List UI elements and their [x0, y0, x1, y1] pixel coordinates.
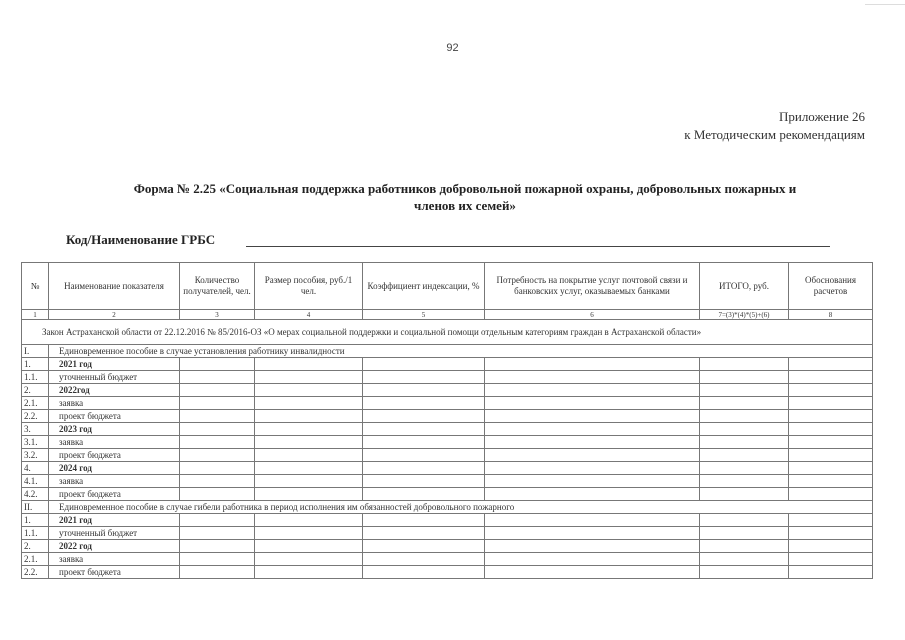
empty-cell: [700, 436, 789, 449]
empty-cell: [363, 553, 485, 566]
empty-cell: [485, 358, 700, 371]
empty-cell: [789, 410, 873, 423]
empty-cell: [485, 527, 700, 540]
row-number: 1.: [22, 514, 49, 527]
row-number: 2.: [22, 540, 49, 553]
empty-cell: [255, 475, 363, 488]
table-row: [22, 540, 873, 553]
empty-cell: [485, 384, 700, 397]
row-label: 2023 год: [49, 423, 180, 436]
empty-cell: [363, 540, 485, 553]
law-text: Закон Астраханской области от 22.12.2016 № 85/2016-ОЗ «О мерах социальной поддержки и социальной помощи отдельным категориям граждан в Астраханской области»: [22, 320, 873, 345]
page-number: 92: [446, 42, 459, 54]
row-label: уточненный бюджет: [49, 371, 180, 384]
empty-cell: [485, 553, 700, 566]
empty-cell: [363, 475, 485, 488]
row-number: 1.1.: [22, 527, 49, 540]
header-total: ИТОГО, руб.: [700, 263, 789, 310]
empty-cell: [363, 397, 485, 410]
empty-cell: [363, 358, 485, 371]
empty-cell: [700, 527, 789, 540]
empty-cell: [789, 540, 873, 553]
table-row: [22, 423, 873, 436]
empty-cell: [180, 410, 255, 423]
empty-cell: [700, 462, 789, 475]
empty-cell: [700, 488, 789, 501]
empty-cell: [363, 527, 485, 540]
empty-cell: [700, 566, 789, 579]
row-number: 2.1.: [22, 553, 49, 566]
empty-cell: [700, 553, 789, 566]
empty-cell: [700, 384, 789, 397]
column-number: 7=(3)*(4)*(5)+(6): [700, 310, 789, 320]
column-number-row: [22, 310, 873, 320]
empty-cell: [789, 449, 873, 462]
empty-cell: [180, 553, 255, 566]
table-row: [22, 566, 873, 579]
empty-cell: [789, 553, 873, 566]
empty-cell: [180, 540, 255, 553]
empty-cell: [485, 514, 700, 527]
table-row: [22, 462, 873, 475]
row-number: 4.: [22, 462, 49, 475]
empty-cell: [789, 423, 873, 436]
empty-cell: [485, 423, 700, 436]
empty-cell: [700, 423, 789, 436]
row-label: проект бюджета: [49, 449, 180, 462]
empty-cell: [180, 475, 255, 488]
row-number: 3.: [22, 423, 49, 436]
row-number: 3.1.: [22, 436, 49, 449]
row-label: 2021 год: [49, 358, 180, 371]
empty-cell: [789, 358, 873, 371]
empty-cell: [363, 514, 485, 527]
empty-cell: [789, 436, 873, 449]
empty-cell: [485, 410, 700, 423]
header-num: №: [22, 263, 49, 310]
column-number: 3: [180, 310, 255, 320]
table-row: [22, 384, 873, 397]
form-table: [21, 262, 873, 579]
empty-cell: [363, 371, 485, 384]
header-row: [22, 263, 873, 310]
empty-cell: [255, 540, 363, 553]
row-number: 4.2.: [22, 488, 49, 501]
empty-cell: [363, 436, 485, 449]
row-number: 1.1.: [22, 371, 49, 384]
row-number: 2.1.: [22, 397, 49, 410]
empty-cell: [789, 462, 873, 475]
empty-cell: [363, 423, 485, 436]
header-index-coef: Коэффициент индексации, %: [363, 263, 485, 310]
empty-cell: [255, 423, 363, 436]
empty-cell: [180, 462, 255, 475]
empty-cell: [700, 371, 789, 384]
appendix-line-1: Приложение 26: [778, 109, 865, 124]
empty-cell: [700, 410, 789, 423]
empty-cell: [255, 358, 363, 371]
empty-cell: [180, 566, 255, 579]
table-row: [22, 436, 873, 449]
row-number: 3.2.: [22, 449, 49, 462]
empty-cell: [700, 397, 789, 410]
row-label: проект бюджета: [49, 410, 180, 423]
empty-cell: [255, 436, 363, 449]
empty-cell: [789, 384, 873, 397]
empty-cell: [363, 488, 485, 501]
empty-cell: [789, 397, 873, 410]
table-row: [22, 449, 873, 462]
empty-cell: [789, 566, 873, 579]
row-number: 2.: [22, 384, 49, 397]
column-number: 5: [363, 310, 485, 320]
section-row: [22, 501, 873, 514]
row-label: уточненный бюджет: [49, 527, 180, 540]
empty-cell: [180, 384, 255, 397]
table-row: [22, 397, 873, 410]
empty-cell: [485, 436, 700, 449]
empty-cell: [700, 540, 789, 553]
row-label: заявка: [49, 553, 180, 566]
empty-cell: [180, 423, 255, 436]
empty-cell: [180, 371, 255, 384]
empty-cell: [485, 371, 700, 384]
header-justification: Обоснования расчетов: [789, 263, 873, 310]
empty-cell: [363, 566, 485, 579]
empty-cell: [255, 371, 363, 384]
empty-cell: [255, 410, 363, 423]
row-label: 2022год: [49, 384, 180, 397]
table-row: [22, 553, 873, 566]
empty-cell: [255, 449, 363, 462]
table-row: [22, 514, 873, 527]
empty-cell: [485, 449, 700, 462]
empty-cell: [485, 397, 700, 410]
row-label: заявка: [49, 475, 180, 488]
empty-cell: [485, 462, 700, 475]
empty-cell: [789, 475, 873, 488]
section-title: Единовременное пособие в случае установления работнику инвалидности: [49, 345, 873, 358]
empty-cell: [363, 449, 485, 462]
law-row: [22, 320, 873, 345]
header-recipients: Количество получателей, чел.: [180, 263, 255, 310]
row-number: I.: [22, 345, 49, 358]
appendix-line-2: к Методическим рекомендациям: [684, 127, 865, 142]
header-benefit-size: Размер пособия, руб./1 чел.: [255, 263, 363, 310]
row-number: 2.2.: [22, 566, 49, 579]
column-number: 2: [49, 310, 180, 320]
header-services-need: Потребность на покрытие услуг почтовой связи и банковских услуг, оказываемых банками: [485, 263, 700, 310]
empty-cell: [180, 488, 255, 501]
grbs-label: Код/Наименование ГРБС: [66, 232, 216, 247]
empty-cell: [789, 514, 873, 527]
table-row: [22, 488, 873, 501]
row-label: проект бюджета: [49, 488, 180, 501]
empty-cell: [363, 462, 485, 475]
empty-cell: [485, 488, 700, 501]
table-row: [22, 475, 873, 488]
row-number: II.: [22, 501, 49, 514]
column-number: 4: [255, 310, 363, 320]
empty-cell: [255, 527, 363, 540]
column-number: 6: [485, 310, 700, 320]
column-number: 1: [22, 310, 49, 320]
empty-cell: [180, 527, 255, 540]
header-indicator: Наименование показателя: [49, 263, 180, 310]
empty-cell: [255, 397, 363, 410]
empty-cell: [789, 371, 873, 384]
empty-cell: [255, 514, 363, 527]
row-number: 2.2.: [22, 410, 49, 423]
column-number: 8: [789, 310, 873, 320]
row-label: 2024 год: [49, 462, 180, 475]
empty-cell: [700, 449, 789, 462]
section-row: [22, 345, 873, 358]
page-corner-mark: [865, 0, 905, 5]
form-title: Форма № 2.25 «Социальная поддержка работников добровольной пожарной охраны, добровольных пожарных и членов их семей»: [133, 181, 797, 213]
empty-cell: [255, 566, 363, 579]
table-row: [22, 410, 873, 423]
section-title: Единовременное пособие в случае гибели работника в период исполнения им обязанностей добровольного пожарного: [49, 501, 873, 514]
empty-cell: [363, 410, 485, 423]
table-row: [22, 371, 873, 384]
row-number: 4.1.: [22, 475, 49, 488]
empty-cell: [180, 514, 255, 527]
empty-cell: [255, 384, 363, 397]
empty-cell: [700, 514, 789, 527]
empty-cell: [255, 553, 363, 566]
empty-cell: [485, 475, 700, 488]
row-label: заявка: [49, 436, 180, 449]
empty-cell: [180, 358, 255, 371]
empty-cell: [180, 397, 255, 410]
empty-cell: [255, 462, 363, 475]
empty-cell: [485, 540, 700, 553]
empty-cell: [700, 358, 789, 371]
empty-cell: [180, 449, 255, 462]
row-label: 2022 год: [49, 540, 180, 553]
row-number: 1.: [22, 358, 49, 371]
empty-cell: [363, 384, 485, 397]
table-row: [22, 358, 873, 371]
empty-cell: [700, 475, 789, 488]
empty-cell: [789, 488, 873, 501]
grbs-fill-line: [246, 246, 830, 247]
appendix-caption: [684, 108, 865, 144]
row-label: проект бюджета: [49, 566, 180, 579]
table-row: [22, 527, 873, 540]
row-label: 2021 год: [49, 514, 180, 527]
empty-cell: [485, 566, 700, 579]
empty-cell: [180, 436, 255, 449]
empty-cell: [789, 527, 873, 540]
row-label: заявка: [49, 397, 180, 410]
empty-cell: [255, 488, 363, 501]
